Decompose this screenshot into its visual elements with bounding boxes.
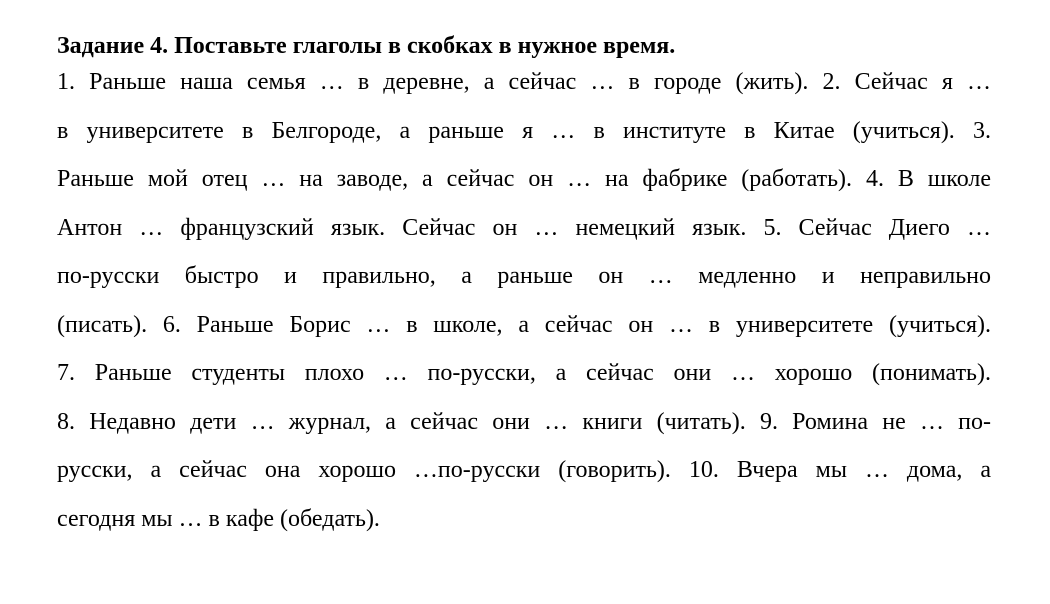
text-line: Антон … французский язык. Сейчас он … немецкий язык. 5. Сейчас Диего … — [57, 214, 991, 241]
task-title: Задание 4. Поставьте глаголы в скобках в нужное время. — [57, 33, 676, 59]
text-line: в университете в Белгороде, а раньше я … в институте в Китае (учиться). 3. — [57, 117, 991, 144]
text-line: по-русски быстро и правильно, а раньше он … медленно и неправильно — [57, 263, 991, 289]
text-line: 8. Недавно дети … журнал, а сейчас они … книги (читать). 9. Ромина не … по- — [57, 408, 991, 435]
document-page — [57, 30, 991, 551]
task-text — [57, 66, 991, 551]
text-line: Раньше мой отец … на заводе, а сейчас он … на фабрике (работать). 4. В школе — [57, 166, 991, 192]
text-line: русски, а сейчас она хорошо …по-русски (говорить). 10. Вчера мы … дома, а — [57, 457, 991, 483]
text-line: сегодня мы … в кафе (обедать). — [57, 505, 380, 532]
text-line: (писать). 6. Раньше Борис … в школе, а сейчас он … в университете (учиться). — [57, 311, 991, 338]
text-line: 1. Раньше наша семья … в деревне, а сейчас … в городе (жить). 2. Сейчас я … — [57, 69, 991, 95]
text-line: 7. Раньше студенты плохо … по-русски, а сейчас они … хорошо (понимать). — [57, 360, 991, 386]
